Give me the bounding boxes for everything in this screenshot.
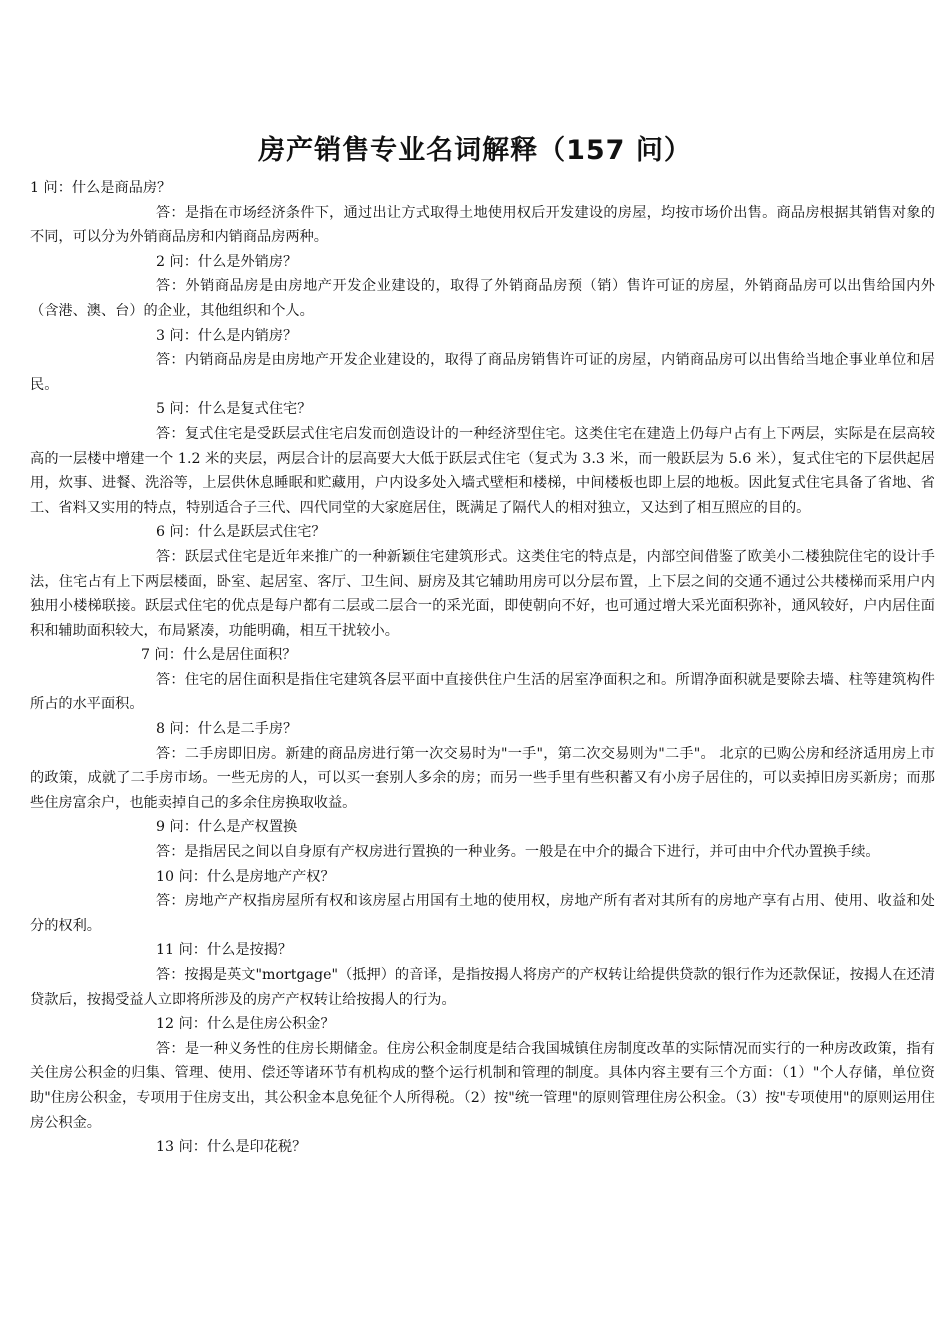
answer-10: 答：房地产产权指房屋所有权和该房屋占用国有土地的使用权，房地产所有者对其所有的房地产享有占用、使用、收益和处分的权利。 xyxy=(30,893,935,934)
document-body xyxy=(30,176,935,1160)
question-5: 5 问：什么是复式住宅？ xyxy=(156,401,312,418)
question-8: 8 问：什么是二手房？ xyxy=(156,721,298,738)
question-13: 13 问：什么是印花税？ xyxy=(156,1139,307,1156)
answer-5: 答：复式住宅是受跃层式住宅启发而创造设计的一种经济型住宅。这类住宅在建造上仍每户占有上下两层，实际是在层高较高的一层楼中增建一个 1.2 米的夹层，两层合计的层高要大大低于跃层式住宅（复式为 3.3 米，而一般跃层为 5.6 米），复式住宅的下层供起居用，炊事、进餐、洗浴等，上层供休息睡眠和贮藏用，户内设多处入墙式壁柜和楼梯，中间楼板也即上层的地板。因此复式住宅具备了省地、省工、省料又实用的特点，特别适合子三代、四代同堂的大家庭居住，既满足了隔代人的相对独立，又达到了相互照应的目的。 xyxy=(30,425,935,516)
question-7: 7 问：什么是居住面积？ xyxy=(141,647,297,664)
question-9: 9 问：什么是产权置换 xyxy=(156,819,298,836)
question-12: 12 问：什么是住房公积金？ xyxy=(156,1016,335,1033)
question-11: 11 问：什么是按揭？ xyxy=(156,942,293,959)
question-10: 10 问：什么是房地产产权？ xyxy=(156,868,335,885)
answer-3: 答：内销商品房是由房地产开发企业建设的，取得了商品房销售许可证的房屋，内销商品房可以出售给当地企事业单位和居民。 xyxy=(30,352,935,393)
answer-7: 答：住宅的居住面积是指住宅建筑各层平面中直接供住户生活的居室净面积之和。所谓净面积就是要除去墙、柱等建筑构件所占的水平面积。 xyxy=(30,671,935,713)
answer-2: 答：外销商品房是由房地产开发企业建设的，取得了外销商品房预（销）售许可证的房屋，外销商品房可以出售给国内外（含港、澳、台）的企业，其他组织和个人。 xyxy=(30,278,935,319)
answer-9: 答：是指居民之间以自身原有产权房进行置换的一种业务。一般是在中介的撮合下进行，并可由中介代办置换手续。 xyxy=(156,844,880,861)
question-1: 1 问：什么是商品房？ xyxy=(30,180,172,196)
question-2: 2 问：什么是外销房？ xyxy=(156,253,298,270)
question-6: 6 问：什么是跃层式住宅？ xyxy=(156,524,326,541)
answer-1: 答：是指在市场经济条件下，通过出让方式取得土地使用权后开发建设的房屋，均按市场价出售。商品房根据其销售对象的不同，可以分为外销商品房和内销商品房两种。 xyxy=(30,204,935,246)
answer-11: 答：按揭是英文"mortgage"（抵押）的音译，是指按揭人将房产的产权转让给提供贷款的银行作为还款保证，按揭人在还清贷款后，按揭受益人立即将所涉及的房产产权转让给按揭人的行为。 xyxy=(30,967,935,1008)
answer-12: 答：是一种义务性的住房长期储金。住房公积金制度是结合我国城镇住房制度改革的实际情况而实行的一种房改政策，指有关住房公积金的归集、管理、使用、偿还等诸环节有机构成的整个运行机制和管理的制度。具体内容主要有三个方面：（1）"个人存储，单位资助"住房公积金，专项用于住房支出，其公积金本息免征个人所得税。（2）按"统一管理"的原则管理住房公积金。（3）按"专项使用"的原则运用住房公积金。 xyxy=(30,1040,935,1131)
page-title: 房产销售专业名词解释（157 问） xyxy=(258,135,692,166)
question-3: 3 问：什么是内销房？ xyxy=(156,327,298,344)
answer-6: 答：跃层式住宅是近年来推广的一种新颖住宅建筑形式。这类住宅的特点是，内部空间借鉴了欧美小二楼独院住宅的设计手法，住宅占有上下两层楼面，卧室、起居室、客厅、卫生间、厨房及其它辅助用房可以分层布置，上下层之间的交通不通过公共楼梯而采用户内独用小楼梯联接。跃层式住宅的优点是每户都有二层或二层合一的采光面，即使朝向不好，也可通过增大采光面积弥补，通风较好，户内居住面积和辅助面积较大，布局紧凑，功能明确，相互干扰较小。 xyxy=(30,548,935,639)
answer-8: 答：二手房即旧房。新建的商品房进行第一次交易时为"一手"，第二次交易则为"二手"。 北京的已购公房和经济适用房上市的政策，成就了二手房市场。一些无房的人，可以买一套别人多余的房；而另一些手里有些积蓄又有小房子居住的，可以卖掉旧房买新房；而那些住房富余户，也能卖掉自己的多余住房换取收益。 xyxy=(30,745,935,811)
